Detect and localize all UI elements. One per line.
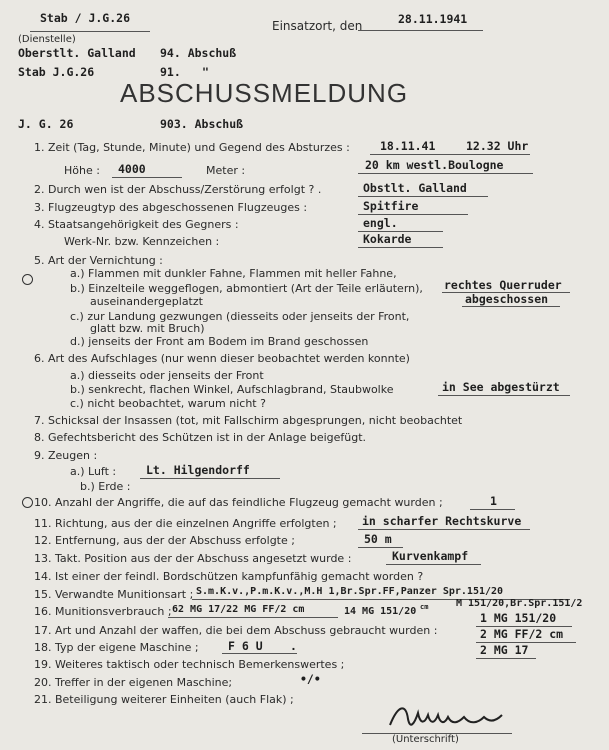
q1-time: 12.32 Uhr (466, 139, 529, 153)
q18-value: F 6 U (228, 639, 263, 653)
q5b-value1: rechtes Querruder (444, 278, 562, 292)
q14-label: 14. Ist einer der feindl. Bordschützen kampfunfähig gemacht worden ? (34, 570, 424, 583)
q2-label: 2. Durch wen ist der Abschuss/Zerstörung erfolgt ? . (34, 183, 322, 196)
q18-dot: . (290, 639, 297, 653)
document-title: ABSCHUSSMELDUNG (120, 78, 409, 108)
q17-value2: 2 MG FF/2 cm (480, 627, 564, 641)
gegend-value: 20 km westl.Boulogne (365, 158, 504, 172)
wing-victory-count: 903. Abschuß (160, 117, 244, 131)
punch-hole-bottom (22, 497, 33, 508)
q13-label: 13. Takt. Position aus der der Abschuss angesetzt wurde : (34, 552, 352, 565)
q12-label: 12. Entfernung, aus der der Abschuss erfolgte ; (34, 534, 295, 547)
q10-label: 10. Anzahl der Angriffe, die auf das feindliche Flugzeug gemacht wurden ; (34, 496, 443, 509)
q21-label: 21. Beteiligung weiterer Einheiten (auch Flak) ; (34, 693, 294, 706)
q16-value: 62 MG 17/22 MG FF/2 cm (172, 604, 305, 615)
dienststelle-label: (Dienstelle) (18, 34, 76, 45)
q5b-value2: abgeschossen (465, 292, 549, 306)
q5a: a.) Flammen mit dunkler Fahne, Flammen mit heller Fahne, (70, 267, 397, 280)
q11-label: 11. Richtung, aus der die einzelnen Angriffe erfolgten ; (34, 517, 337, 530)
q17-label: 17. Art und Anzahl der waffen, die bei dem Abschuss gebraucht wurden : (34, 624, 438, 637)
q4-value: engl. (363, 216, 398, 230)
unit-stamp: Stab / J.G.26 (40, 11, 131, 25)
q6b: b.) senkrecht, flachen Winkel, Aufschlagbrand, Staubwolke (70, 383, 394, 396)
hoehe-value: 4000 (118, 162, 146, 176)
q19-label: 19. Weiteres taktisch oder technisch Bemerkenswertes ; (34, 658, 345, 671)
q11-value: in scharfer Rechtskurve (362, 514, 522, 528)
q12-value: 50 m (364, 532, 392, 546)
signature-label: (Unterschrift) (392, 734, 459, 745)
q20-value: •/• (300, 672, 321, 686)
q17-value1: 1 MG 151/20 (480, 611, 557, 625)
q7-label: 7. Schicksal der Insassen (tot, mit Fallschirm abgesprungen, nicht beobachtet (34, 414, 463, 427)
q9a: a.) Luft : (70, 465, 117, 478)
werk-value: Kokarde (363, 232, 412, 246)
q20-label: 20. Treffer in der eigenen Maschine; (34, 676, 233, 689)
q1-label: 1. Zeit (Tag, Stunde, Minute) und Gegend des Absturzes : (34, 141, 350, 154)
q5d: d.) jenseits der Front am Bodem im Brand geschossen (70, 335, 369, 348)
staff-unit: Stab J.G.26 (18, 65, 95, 79)
q15-value2: M 151/20,Br.Spr.151/2 (456, 598, 583, 609)
q16-value2: 14 MG 151/20 (344, 606, 417, 617)
q8-label: 8. Gefechtsbericht des Schützen ist in der Anlage beigefügt. (34, 431, 367, 444)
q6b-value: in See abgestürzt (442, 380, 560, 394)
q5b-cont: auseinandergeplatzt (90, 295, 203, 308)
punch-hole-top (22, 274, 33, 285)
staff-victory-count: 91. (160, 65, 181, 79)
q13-value: Kurvenkampf (392, 549, 469, 563)
q9a-value: Lt. Hilgendorff (146, 463, 250, 477)
q16-label: 16. Munitionsverbrauch ; (34, 605, 172, 618)
q15-value: S.m.K.v.,P.m.K.v.,M.H 1,Br.Spr.FF,Panzer Spr.151/20 (196, 586, 504, 597)
q1-date: 18.11.41 (380, 139, 436, 153)
q18-label: 18. Typ der eigene Maschine ; (34, 641, 199, 654)
werk-label: Werk-Nr. bzw. Kennzeichen : (64, 235, 220, 248)
q10-value: 1 (490, 494, 497, 508)
ditto-mark: " (202, 65, 209, 79)
meter-label: Meter : (206, 164, 246, 177)
q6-label: 6. Art des Aufschlages (nur wenn dieser beobachtet werden konnte) (34, 352, 410, 365)
q6a: a.) diesseits oder jenseits der Front (70, 369, 264, 382)
q5b: b.) Einzelteile weggeflogen, abmontiert (Art der Teile erläutern), (70, 282, 423, 295)
q15-label: 15. Verwandte Munitionsart ; (34, 588, 194, 601)
q3-value: Spitfire (363, 199, 419, 213)
q17-value3: 2 MG 17 (480, 643, 529, 657)
q16-small: cm (420, 603, 429, 611)
q4-label: 4. Staatsangehörigkeit des Gegners : (34, 218, 239, 231)
q5-label: 5. Art der Vernichtung : (34, 254, 163, 267)
q2-value: Obstlt. Galland (363, 181, 467, 195)
q3-label: 3. Flugzeugtyp des abgeschossenen Flugzeuges : (34, 201, 308, 214)
pilot-victory-count: 94. Abschuß (160, 46, 237, 60)
q6c: c.) nicht beobachtet, warum nicht ? (70, 397, 266, 410)
q5c-cont: glatt bzw. mit Bruch) (90, 322, 205, 335)
report-date: 28.11.1941 (398, 12, 468, 26)
hoehe-label: Höhe : (64, 164, 100, 177)
q5c: c.) zur Landung gezwungen (diesseits oder jenseits der Front, (70, 310, 410, 323)
q9b: b.) Erde : (80, 480, 131, 493)
wing-label: J. G. 26 (18, 117, 74, 131)
pilot-name: Oberstlt. Galland (18, 46, 136, 60)
einsatzort-label: Einsatzort, den (272, 19, 363, 33)
q9-label: 9. Zeugen : (34, 449, 98, 462)
signature (384, 695, 524, 735)
